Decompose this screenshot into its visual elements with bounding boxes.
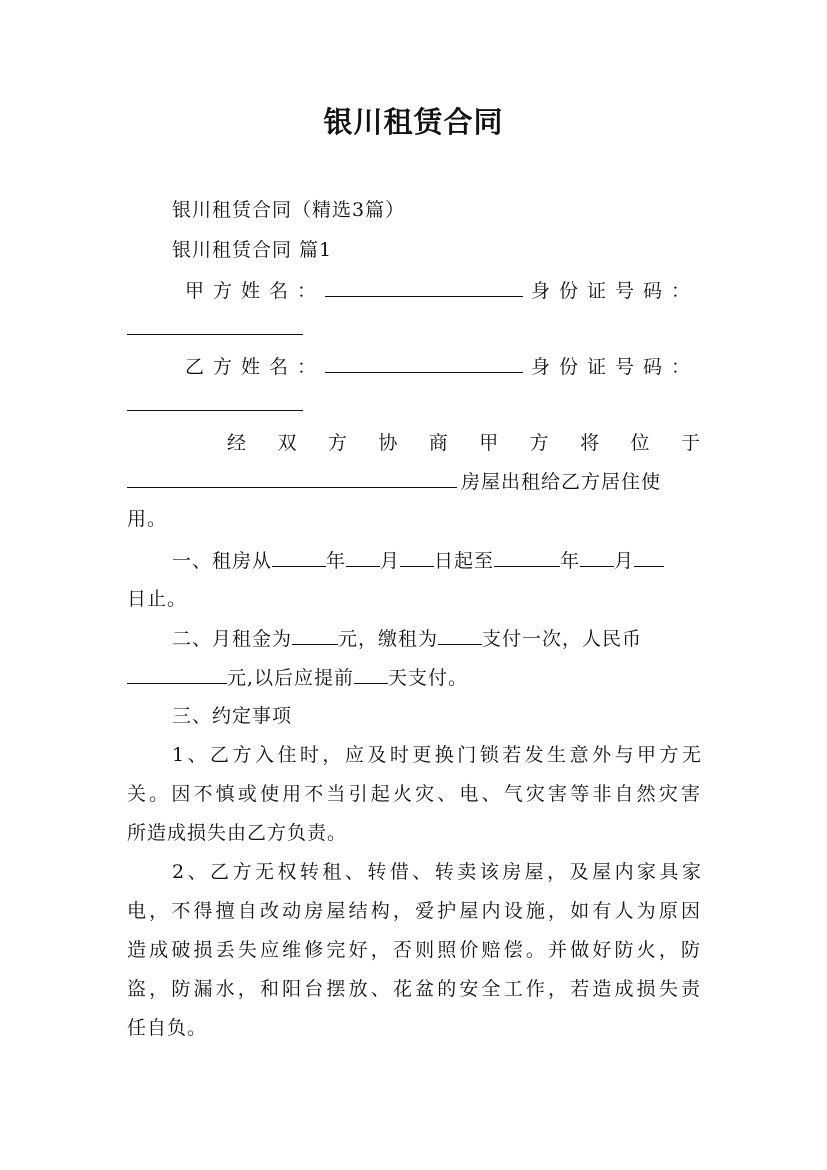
clause-2-text-d: 元,以后应提前 — [227, 667, 355, 689]
party-b-line — [185, 354, 701, 379]
end-year-blank — [494, 548, 560, 567]
end-day-blank — [634, 548, 664, 567]
party-a-id-line — [127, 316, 701, 341]
advance-days-blank — [354, 665, 388, 684]
clause-1-line-2: 日止。 — [127, 588, 188, 610]
item-1-line-3: 所造成损失由乙方负责。 — [127, 822, 348, 844]
clause-2-text-a: 二、月租金为 — [172, 628, 293, 650]
party-b-name-blank — [325, 354, 523, 373]
payment-period-blank — [438, 626, 482, 645]
party-a-line — [185, 278, 701, 303]
intro-text-2: 房屋出租给乙方居住使 — [461, 471, 662, 493]
clause-2-text-b: 元，缴租为 — [338, 628, 439, 650]
clause-2-text-c: 支付一次，人民币 — [482, 628, 643, 650]
party-a-name-blank — [325, 278, 523, 297]
clause-1-text-d: 日起至 — [434, 550, 495, 572]
intro-line-1: 经双方协商甲方将位于 — [227, 432, 701, 454]
clause-2-text-e: 天支付。 — [388, 667, 469, 689]
monthly-rent-blank — [292, 626, 338, 645]
item-1-line-1: 1、乙方入住时，应及时更换门锁若发生意外与甲方无 — [172, 744, 702, 766]
rmb-amount-blank — [127, 665, 227, 684]
end-month-blank — [580, 548, 614, 567]
item-1-line-2: 关。因不慎或使用不当引起火灾、电、气灾害等非自然灾害 — [127, 783, 701, 805]
party-a-id-blank — [127, 316, 303, 335]
clause-1-text-a: 一、租房从 — [172, 550, 273, 572]
property-address-blank — [127, 469, 457, 488]
item-2-line-1: 2、乙方无权转租、转借、转卖该房屋，及屋内家具家 — [172, 861, 702, 883]
intro-line-2 — [127, 469, 701, 494]
party-a-id-label: 身份证号码： — [531, 280, 700, 302]
party-b-id-line — [127, 392, 701, 417]
intro-line-3: 用。 — [127, 508, 168, 530]
clause-1-text-b: 年 — [326, 550, 347, 572]
clause-1-text-f: 月 — [614, 550, 635, 572]
item-2-line-2: 电，不得擅自改动房屋结构，爱护屋内设施，如有人为原因 — [127, 900, 701, 922]
document-title: 银川租赁合同 — [323, 105, 504, 139]
item-2-line-5: 任自负。 — [127, 1017, 208, 1039]
clause-1-text-c: 月 — [380, 550, 401, 572]
start-day-blank — [400, 548, 434, 567]
start-month-blank — [346, 548, 380, 567]
party-b-id-blank — [127, 392, 303, 411]
item-2-line-4: 盗，防漏水，和阳台摆放、花盆的安全工作，若造成损失责 — [127, 978, 701, 1000]
section-heading: 银川租赁合同 篇1 — [172, 239, 333, 261]
clause-2-line-1 — [172, 626, 702, 651]
item-2-line-3: 造成破损丢失应维修完好，否则照价赔偿。并做好防火，防 — [127, 939, 701, 961]
party-b-name-label: 乙方姓名： — [185, 356, 326, 378]
clause-1-line-1 — [172, 548, 702, 573]
party-a-name-label: 甲方姓名： — [185, 280, 326, 302]
document-subtitle: 银川租赁合同（精选3篇） — [172, 199, 406, 221]
start-year-blank — [272, 548, 326, 567]
party-b-id-label: 身份证号码： — [531, 356, 700, 378]
clause-2-line-2 — [127, 665, 701, 690]
clause-3-heading: 三、约定事项 — [172, 705, 293, 727]
clause-1-text-e: 年 — [560, 550, 581, 572]
